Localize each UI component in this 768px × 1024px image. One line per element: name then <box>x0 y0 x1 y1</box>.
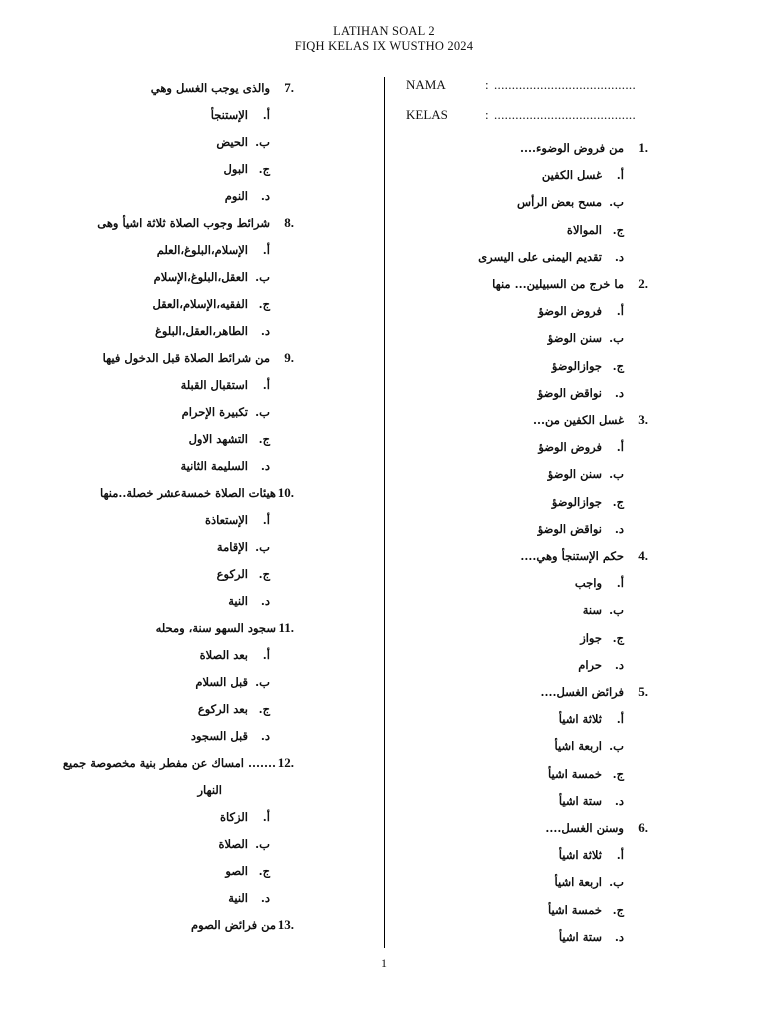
page-number: 1 <box>381 956 387 970</box>
answer-option <box>548 763 624 785</box>
answer-option <box>559 708 624 730</box>
option-letter: ب. <box>609 739 624 754</box>
option-letter: د. <box>260 729 270 743</box>
answer-option <box>555 735 624 757</box>
option-letter: أ. <box>262 378 270 392</box>
answer-option <box>218 833 270 855</box>
question-item <box>191 914 294 936</box>
option-letter: أ. <box>616 712 624 727</box>
option-text: البول <box>223 162 248 176</box>
answer-option <box>538 300 624 322</box>
option-letter: أ. <box>616 848 624 863</box>
option-letter: د. <box>260 324 270 338</box>
option-text: الزكاة <box>219 810 248 824</box>
answer-option <box>517 191 624 213</box>
answer-option <box>225 185 270 207</box>
option-letter: ب. <box>255 135 270 149</box>
option-letter: د. <box>614 249 624 264</box>
answer-option <box>548 327 624 349</box>
option-text: مسح بعض الرأس <box>517 195 602 210</box>
option-text: النية <box>228 594 248 608</box>
option-letter: ب. <box>609 331 624 346</box>
answer-option <box>157 239 270 261</box>
option-text: نواقض الوضؤ <box>537 385 602 400</box>
option-letter: د. <box>614 385 624 400</box>
name-blank: ........................................ <box>494 77 636 92</box>
answer-option <box>559 790 624 812</box>
answer-option <box>191 725 270 747</box>
option-text: استقبال القبلة <box>180 378 248 392</box>
option-text: النية <box>228 891 248 905</box>
question-number: 6. <box>638 820 648 835</box>
option-text: سنة <box>582 603 602 618</box>
question-number: 5. <box>638 684 648 699</box>
question-number: 7. <box>284 80 294 95</box>
option-text: سنن الوضؤ <box>547 467 602 482</box>
option-letter: أ. <box>616 304 624 319</box>
option-text: الركوع <box>216 567 248 581</box>
answer-option <box>205 509 270 531</box>
option-letter: ب. <box>609 603 624 618</box>
answer-option <box>580 627 624 649</box>
answer-option <box>552 355 624 377</box>
option-letter: ب. <box>609 875 624 890</box>
option-letter: أ. <box>616 440 624 455</box>
answer-option <box>220 806 270 828</box>
option-letter: ج. <box>612 494 624 509</box>
option-text: اربعة اشيأ <box>554 875 602 890</box>
option-text: ستة اشيأ <box>558 929 602 944</box>
question-text: شرائط وجوب الصلاة ثلاثة اشيأ وهى <box>97 216 270 230</box>
question-item <box>63 752 294 774</box>
option-letter: ب. <box>255 540 270 554</box>
option-text: التشهد الاول <box>188 432 248 446</box>
option-text: الإستنجأ <box>210 108 248 122</box>
option-letter: ب. <box>255 405 270 419</box>
question-number: 8. <box>284 215 294 230</box>
option-letter: ج. <box>612 630 624 645</box>
option-letter: ج. <box>612 222 624 237</box>
option-text: ستة اشيأ <box>558 793 602 808</box>
option-text: الصلاة <box>218 837 248 851</box>
option-text: الطاهر،العقل،البلوغ <box>154 324 248 338</box>
option-text: الصو <box>225 864 248 878</box>
option-text: العقل،البلوغ،الإسلام <box>153 270 248 284</box>
answer-option <box>181 374 270 396</box>
option-letter: ب. <box>609 195 624 210</box>
option-letter: د. <box>260 594 270 608</box>
option-text: قبل السلام <box>195 675 248 689</box>
option-letter: د. <box>260 891 270 905</box>
option-letter: ج. <box>258 702 270 716</box>
option-letter: أ. <box>262 108 270 122</box>
option-letter: ج. <box>612 358 624 373</box>
question-text: ....... امساك عن مفطر بنية مخصوصة جميع <box>62 756 276 770</box>
option-text: سنن الوضؤ <box>547 331 602 346</box>
answer-option <box>552 491 624 513</box>
question-number: 11. <box>278 620 294 635</box>
option-text: خمسة اشيأ <box>548 766 602 781</box>
option-letter: د. <box>614 929 624 944</box>
question-text: سجود السهو سنة، ومحله <box>155 621 276 635</box>
option-text: اربعة اشيأ <box>554 739 602 754</box>
question-number: 10. <box>277 485 294 500</box>
question-text-continuation: النهار <box>197 783 222 797</box>
answer-option <box>216 131 270 153</box>
answer-option <box>217 563 270 585</box>
question-text: وسنن الغسل.... <box>545 821 624 835</box>
title-line-1: LATIHAN SOAL 2 <box>333 24 435 38</box>
option-letter: ج. <box>258 162 270 176</box>
question-number: 2. <box>638 276 648 291</box>
option-letter: ج. <box>258 432 270 446</box>
answer-option <box>195 671 270 693</box>
question-text: غسل الكفين من... <box>532 413 624 427</box>
option-text: تكبيرة الإحرام <box>181 405 248 419</box>
question-text: من فرائض الصوم <box>191 918 276 932</box>
title-line-2: FIQH KELAS IX WUSTHO 2024 <box>294 39 474 53</box>
option-letter: د. <box>614 521 624 536</box>
answer-option <box>538 382 624 404</box>
question-item <box>97 212 294 234</box>
answer-option <box>182 401 270 423</box>
question-item <box>156 617 294 639</box>
option-letter: ج. <box>258 567 270 581</box>
option-text: غسل الكفين <box>541 168 602 183</box>
question-number: 12. <box>277 755 294 770</box>
answer-option <box>154 266 270 288</box>
option-text: حرام <box>578 657 602 672</box>
document-header <box>0 24 768 54</box>
answer-option <box>555 871 624 893</box>
option-text: الفقيه،الإسلام،العقل <box>152 297 248 311</box>
option-text: جوازالوضؤ <box>551 494 602 509</box>
question-text: هيئات الصلاة خمسةعشر خصلة..منها <box>99 486 276 500</box>
question-number: 4. <box>638 548 648 563</box>
option-letter: أ. <box>262 648 270 662</box>
option-text: نواقض الوضؤ <box>537 521 602 536</box>
answer-option <box>217 536 270 558</box>
answer-option <box>542 164 624 186</box>
question-item <box>151 77 294 99</box>
answer-option <box>228 887 270 909</box>
option-letter: أ. <box>262 513 270 527</box>
option-letter: ب. <box>609 467 624 482</box>
option-text: الحيض <box>216 135 248 149</box>
answer-option <box>548 463 624 485</box>
option-letter: د. <box>260 189 270 203</box>
option-letter: أ. <box>262 243 270 257</box>
answer-option <box>228 590 270 612</box>
option-text: خمسة اشيأ <box>548 902 602 917</box>
question-number: 3. <box>638 412 648 427</box>
question-text: من شرائط الصلاة قبل الدخول فيها <box>102 351 270 365</box>
question-number: 9. <box>284 350 294 365</box>
class-label: KELAS <box>406 107 448 122</box>
question-item <box>520 545 648 567</box>
answer-option <box>575 572 624 594</box>
answer-option <box>578 654 624 676</box>
option-letter: ب. <box>255 675 270 689</box>
question-item <box>533 409 648 431</box>
option-letter: د. <box>614 793 624 808</box>
option-letter: ج. <box>612 766 624 781</box>
answer-option <box>225 860 270 882</box>
class-blank: ........................................ <box>494 107 636 122</box>
answer-option <box>478 246 624 268</box>
question-item <box>545 817 648 839</box>
option-letter: أ. <box>616 168 624 183</box>
answer-option <box>189 428 270 450</box>
question-item <box>103 347 294 369</box>
option-text: الإسلام،البلوغ،العلم <box>156 243 248 257</box>
option-text: تقديم اليمنى على اليسرى <box>478 249 602 264</box>
answer-option <box>200 644 270 666</box>
name-label: NAMA <box>406 77 446 92</box>
question-text: من فروض الوضوء.... <box>520 141 624 155</box>
class-colon: : <box>485 107 489 122</box>
option-letter: أ. <box>616 576 624 591</box>
option-letter: أ. <box>262 810 270 824</box>
answer-option <box>548 899 624 921</box>
option-text: السليمة الثانية <box>180 459 248 473</box>
question-item <box>492 273 648 295</box>
answer-option <box>152 293 270 315</box>
answer-option <box>180 455 270 477</box>
question-number: 13. <box>277 917 294 932</box>
question-number: 1. <box>638 140 648 155</box>
option-letter: ب. <box>255 837 270 851</box>
question-item <box>520 137 648 159</box>
option-text: جوازالوضؤ <box>551 358 602 373</box>
answer-option <box>211 104 270 126</box>
question-text: والذى يوجب الغسل وهي <box>150 81 270 95</box>
option-text: قبل السجود <box>190 729 248 743</box>
option-letter: د. <box>614 657 624 672</box>
option-text: الموالاة <box>566 222 602 237</box>
option-text: الإقامة <box>216 540 248 554</box>
option-text: جواز <box>580 630 602 645</box>
option-text: فروض الوضؤ <box>538 440 602 455</box>
question-item <box>540 681 648 703</box>
option-letter: د. <box>260 459 270 473</box>
answer-option <box>559 926 624 948</box>
answer-option <box>559 844 624 866</box>
option-letter: ب. <box>255 270 270 284</box>
option-text: النوم <box>224 189 248 203</box>
option-text: بعد الصلاة <box>199 648 248 662</box>
option-text: الإستعاذة <box>204 513 248 527</box>
option-letter: ج. <box>258 864 270 878</box>
option-text: فروض الوضؤ <box>538 304 602 319</box>
question-item <box>100 482 294 504</box>
answer-option <box>538 436 624 458</box>
question-text: فرائض الغسل.... <box>540 685 624 699</box>
option-letter: ج. <box>612 902 624 917</box>
answer-option <box>567 219 624 241</box>
answer-option <box>538 518 624 540</box>
answer-option <box>224 158 270 180</box>
option-text: بعد الركوع <box>197 702 248 716</box>
option-letter: ج. <box>258 297 270 311</box>
name-colon: : <box>485 77 489 92</box>
answer-option <box>583 599 624 621</box>
question-text: حكم الإستنجأ وهي.... <box>520 549 624 563</box>
option-text: ثلاثة اشيأ <box>558 848 602 863</box>
answer-option <box>198 698 270 720</box>
answer-option <box>155 320 270 342</box>
column-divider <box>384 77 385 948</box>
option-text: واجب <box>574 576 602 591</box>
question-text: ما خرج من السبيلين... منها <box>492 277 624 291</box>
option-text: ثلاثة اشيأ <box>558 712 602 727</box>
